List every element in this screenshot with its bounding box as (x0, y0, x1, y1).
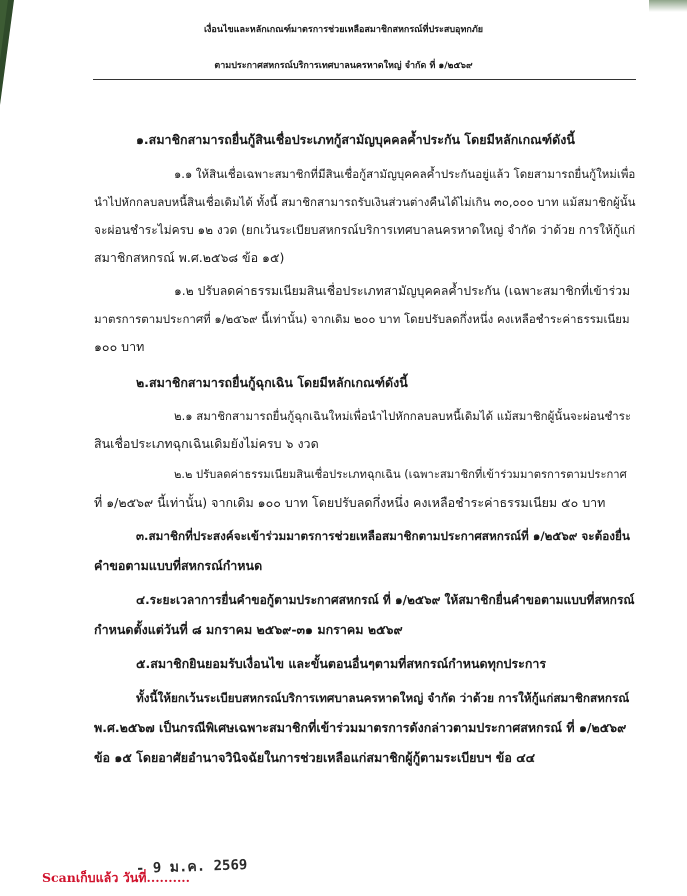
section-2-1-line-1: ๒.๑ สมาชิกสามารถยื่นกู้ฉุกเฉินใหม่เพื่อนำไปหักกลบลบหนี้เดิมได้ แม้สมาชิกผู้นั้นจะผ่อนชำระ (174, 409, 632, 423)
section-5-heading: ๕.สมาชิกยินยอมรับเงื่อนไข และขั้นตอนอื่นๆตามที่สหกรณ์กำหนดทุกประการ (136, 656, 547, 671)
closing-line-3: ข้อ ๑๕ โดยอาศัยอำนาจวินิจฉัยในการช่วยเหลือแก่สมาชิกผู้กู้ตามระเบียบฯ ข้อ ๔๔ (94, 750, 536, 765)
document-subtitle: ตามประกาศสหกรณ์บริการเทศบาลนครหาดใหญ่ จำกัด ที่ ๑/๒๕๖๙ (214, 61, 473, 71)
section-1-2-line-3: ๑๐๐ บาท (94, 339, 145, 354)
section-3-line-1: ๓.สมาชิกที่ประสงค์จะเข้าร่วมมาตรการช่วยเหลือสมาชิกตามประกาศสหกรณ์ที่ ๑/๒๕๖๙ จะต้องยื่น (136, 529, 630, 543)
section-2-2-line-1: ๒.๒ ปรับลดค่าธรรมเนียมสินเชื่อประเภทฉุกเฉิน (เฉพาะสมาชิกที่เข้าร่วมมาตรการตามประกาศ (174, 468, 627, 481)
section-1-1-line-2: นำไปหักกลบลบหนี้สินเชื่อเดิมได้ ทั้งนี้ สมาชิกสามารถรับเงินส่วนต่างคืนได้ไม่เกิน ๓๐,๐๐๐ บาท แม้สมาชิกผู้นั้น (94, 195, 636, 209)
received-date-stamp: - 9 ม.ค. 2569 (135, 857, 248, 877)
section-1-1-line-4: สมาชิกสหกรณ์ พ.ศ.๒๕๖๘ ข้อ ๑๕) (94, 250, 285, 265)
section-1-2-line-1: ๑.๒ ปรับลดค่าธรรมเนียมสินเชื่อประเภทสามัญบุคคลค้ำประกัน (เฉพาะสมาชิกที่เข้าร่วม (174, 284, 631, 298)
document-title: เงื่อนไขและหลักเกณฑ์มาตรการช่วยเหลือสมาชิกสหกรณ์ที่ประสบอุทกภัย (203, 25, 484, 35)
closing-line-2: พ.ศ.๒๕๖๗ เป็นกรณีพิเศษเฉพาะสมาชิกที่เข้าร่วมมาตรการดังกล่าวตามประกาศสหกรณ์ ที่ ๑/๒๕๖๙ (94, 720, 627, 735)
section-3-line-2: คำขอตามแบบที่สหกรณ์กำหนด (94, 558, 263, 573)
section-1-2-line-2: มาตรการตามประกาศที่ ๑/๒๕๖๙ นี้เท่านั้น) จากเดิม ๒๐๐ บาท โดยปรับลดกึ่งหนึ่ง คงเหลือชำระค่าธรรมเนียม (94, 312, 630, 326)
section-2-heading: ๒.สมาชิกสามารถยื่นกู้ฉุกเฉิน โดยมีหลักเกณฑ์ดังนี้ (136, 375, 408, 390)
section-2-2-line-2: ที่ ๑/๒๕๖๙ นี้เท่านั้น) จากเดิม ๑๐๐ บาท โดยปรับลดกึ่งหนึ่ง คงเหลือชำระค่าธรรมเนียม ๕๐ บาท (94, 495, 606, 510)
closing-line-1: ทั้งนี้ให้ยกเว้นระเบียบสหกรณ์บริการเทศบาลนครหาดใหญ่ จำกัด ว่าด้วย การให้กู้แก่สมาชิกสหกรณ์ (136, 691, 630, 705)
section-1-1-line-1: ๑.๑ ให้สินเชื่อเฉพาะสมาชิกที่มีสินเชื่อกู้สามัญบุคคลค้ำประกันอยู่แล้ว โดยสามารถยื่นกู้ใหม่เพื่อ (174, 167, 636, 181)
scan-archived-stamp: Scanเก็บแล้ว วันที่.......... (42, 870, 191, 885)
section-1-1-line-3: จะผ่อนชำระไม่ครบ ๑๒ งวด (ยกเว้นระเบียบสหกรณ์บริการเทศบาลนครหาดใหญ่ จำกัด ว่าด้วย การให้กู้แก่ (94, 223, 636, 237)
section-4-line-1: ๔.ระยะเวลาการยื่นคำขอกู้ตามประกาศสหกรณ์ ที่ ๑/๒๕๖๙ ให้สมาชิกยื่นคำขอตามแบบที่สหกรณ์ (136, 593, 635, 607)
section-1-heading: ๑.สมาชิกสามารถยื่นกู้สินเชื่อประเภทกู้สามัญบุคคลค้ำประกัน โดยมีหลักเกณฑ์ดังนี้ (136, 132, 575, 147)
section-2-1-line-2: สินเชื่อประเภทฉุกเฉินเดิมยังไม่ครบ ๖ งวด (94, 436, 319, 451)
section-4-line-2: กำหนดตั้งแต่วันที่ ๘ มกราคม ๒๕๖๙-๓๑ มกราคม ๒๕๖๙ (94, 622, 403, 637)
header-divider (93, 79, 636, 80)
